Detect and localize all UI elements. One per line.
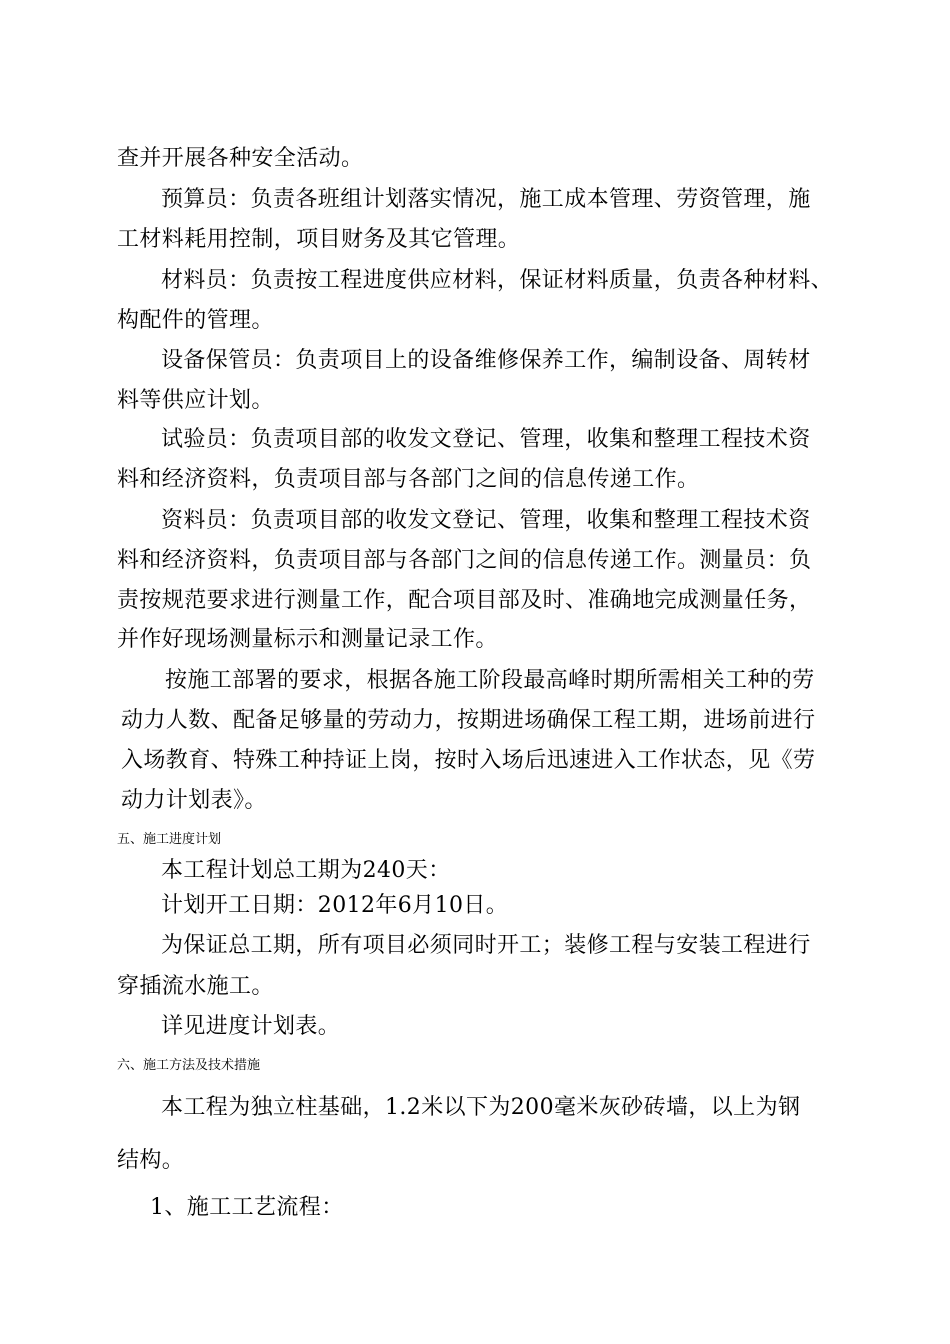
paragraph-line: 试验员：负责项目部的收发文登记、管理，收集和整理工程技术资 — [161, 427, 811, 452]
paragraph-line: 结构。 — [117, 1148, 185, 1173]
paragraph-line: 按施工部署的要求，根据各施工阶段最高峰时期所需相关工种的劳 — [165, 668, 815, 693]
paragraph-line: 为保证总工期，所有项目必须同时开工；装修工程与安装工程进行 — [161, 933, 811, 958]
paragraph-line: 工材料耗用控制，项目财务及其它管理。 — [117, 227, 521, 252]
paragraph-line: 动力人数、配备足够量的劳动力，按期进场确保工程工期，进场前进行 — [121, 708, 816, 733]
paragraph-line: 本工程为独立柱基础，1.2米以下为200毫米灰砂砖墙，以上为钢 — [161, 1095, 801, 1120]
paragraph-line: 构配件的管理。 — [117, 308, 274, 333]
section-heading: 六、施工方法及技术措施 — [117, 1058, 261, 1073]
paragraph-line: 料等供应计划。 — [117, 388, 274, 413]
paragraph-line: 设备保管员：负责项目上的设备维修保养工作，编制设备、周转材 — [161, 348, 811, 373]
paragraph-line: 材料员：负责按工程进度供应材料，保证材料质量，负责各种材料、 — [161, 268, 834, 293]
paragraph-line: 查并开展各种安全活动。 — [117, 146, 364, 171]
paragraph-line: 入场教育、特殊工种持证上岗，按时入场后迅速进入工作状态，见《劳 — [121, 748, 816, 773]
paragraph-line: 料和经济资料，负责项目部与各部门之间的信息传递工作。测量员：负 — [117, 548, 812, 573]
paragraph-line: 本工程计划总工期为240天： — [161, 858, 451, 883]
paragraph-line: 资料员：负责项目部的收发文登记、管理，收集和整理工程技术资 — [161, 508, 811, 533]
paragraph-line: 1、施工工艺流程： — [150, 1195, 344, 1220]
paragraph-line: 并作好现场测量标示和测量记录工作。 — [117, 627, 498, 652]
section-heading: 五、施工进度计划 — [117, 832, 222, 847]
paragraph-line: 详见进度计划表。 — [161, 1014, 341, 1039]
paragraph-line: 料和经济资料，负责项目部与各部门之间的信息传递工作。 — [117, 467, 700, 492]
paragraph-line: 穿插流水施工。 — [117, 974, 274, 999]
paragraph-line: 动力计划表》。 — [121, 788, 267, 813]
paragraph-line: 计划开工日期：2012年6月10日。 — [161, 893, 509, 918]
paragraph-line: 责按规范要求进行测量工作，配合项目部及时、准确地完成测量任务， — [117, 588, 812, 613]
paragraph-line: 预算员：负责各班组计划落实情况，施工成本管理、劳资管理，施 — [161, 187, 811, 212]
